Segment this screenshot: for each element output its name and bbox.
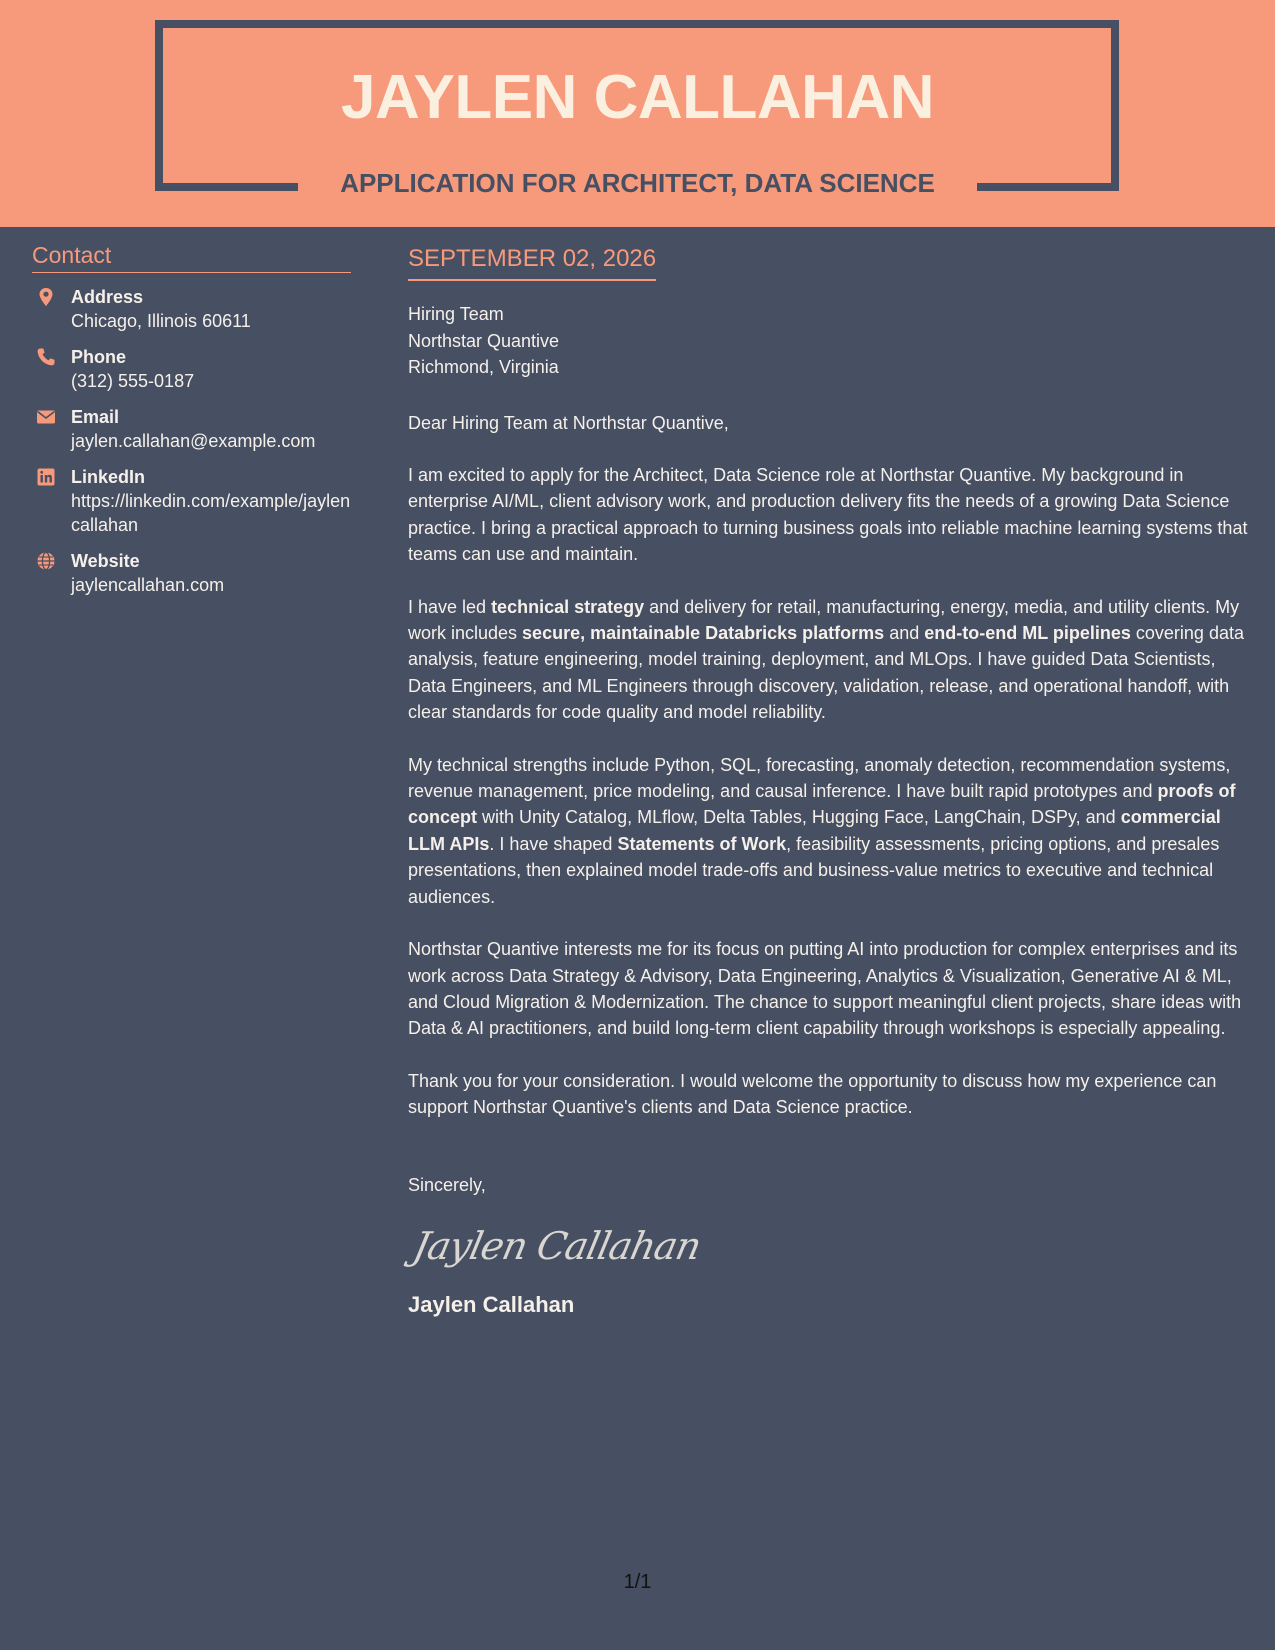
recipient-line: Hiring Team — [408, 304, 504, 324]
paragraph-text: . I have shaped — [489, 833, 618, 854]
location-pin-icon — [36, 287, 56, 307]
contact-value[interactable]: jaylen.callahan@example.com — [71, 431, 316, 451]
emphasis-text: end-to-end ML pipelines — [924, 623, 1131, 644]
phone-icon — [36, 347, 56, 367]
letter-date: SEPTEMBER 02, 2026 — [408, 245, 656, 281]
paragraph-text: covering data analysis, feature engineering, model training, deployment, and MLOps. I have guided Data Scientists, Data Engineers, and ML Engineers through discovery, validation, release, and operational handoff, with clear standards for code quality and model reliability. — [408, 623, 1244, 723]
contact-value: (312) 555-0187 — [71, 371, 195, 391]
handwritten-signature: Jaylen Callahan — [409, 1223, 705, 1268]
emphasis-text: technical strategy — [491, 596, 645, 617]
paragraph-text: I am excited to apply for the Architect, Data Science role at Northstar Quantive. My background in enterprise AI/ML, client advisory work, and production delivery fits the needs of a growing Data Science practice. I bring a practical approach to turning business goals into reliable machine learning systems that teams can use and maintain. — [408, 465, 1248, 565]
contact-label: LinkedIn — [71, 467, 146, 487]
recipient-line: Northstar Quantive — [408, 330, 560, 351]
contact-label: Email — [71, 407, 120, 427]
contact-label: Website — [71, 551, 140, 571]
contact-item-website — [32, 549, 351, 597]
signer-name: Jaylen Callahan — [408, 1291, 575, 1317]
paragraph-text: with Unity Catalog, MLflow, Delta Tables, Hugging Face, LangChain, DSPy, and — [477, 807, 1121, 828]
contact-label: Phone — [71, 347, 127, 367]
emphasis-text: commercial LLM APIs — [408, 807, 1221, 854]
letter-paragraphs — [408, 462, 1253, 1121]
header-banner — [0, 0, 1275, 227]
letter-paragraph — [408, 462, 1253, 568]
emphasis-text: proofs of concept — [408, 781, 1236, 828]
contact-value: Chicago, Illinois 60611 — [71, 311, 251, 331]
contact-item-linkedin — [32, 465, 351, 537]
paragraph-text: and — [884, 623, 925, 644]
letter-paragraph — [408, 1068, 1253, 1121]
letter-body — [408, 245, 1253, 1318]
paragraph-text: I have led — [408, 596, 492, 617]
letter-paragraph — [408, 936, 1253, 1042]
salutation: Dear Hiring Team at Northstar Quantive, — [408, 412, 729, 433]
contact-item-address — [32, 285, 351, 333]
recipient-block — [408, 301, 1253, 381]
letter-paragraph — [408, 752, 1253, 910]
applicant-name: JAYLEN CALLAHAN — [340, 63, 935, 132]
contact-sidebar — [32, 242, 351, 597]
recipient-line: Richmond, Virginia — [408, 357, 559, 377]
paragraph-text: , feasibility assessments, pricing options, and presales presentations, then explained model trade-offs and business-value metrics to executive and technical audiences. — [408, 833, 1220, 907]
contact-label: Address — [71, 287, 144, 307]
letter-paragraph — [408, 594, 1253, 726]
contact-value[interactable]: jaylencallahan.com — [71, 575, 225, 595]
paragraph-text: My technical strengths include Python, SQL, forecasting, anomaly detection, recommendation systems, revenue management, price modeling, and causal inference. I have built rapid prototypes and — [408, 754, 1231, 802]
contact-value[interactable]: https://linkedin.com/example/jaylencallahan — [71, 491, 351, 535]
paragraph-text: Thank you for your consideration. I would welcome the opportunity to discuss how my experience can support Northstar Quantive's clients and Data Science practice. — [408, 1070, 1217, 1118]
contact-item-phone — [32, 345, 351, 393]
contact-heading: Contact — [32, 242, 351, 273]
contact-item-email — [32, 405, 351, 453]
paragraph-text: Northstar Quantive interests me for its focus on putting AI into production for complex enterprises and its work across Data Strategy & Advisory, Data Engineering, Analytics & Visualization, Generative AI & ML, and Cloud Migration & Modernization. The chance to support meaningful client projects, share ideas with Data & AI practitioners, and build long-term client capability through workshops is especially appealing. — [408, 939, 1242, 1039]
paragraph-text: and delivery for retail, manufacturing, energy, media, and utility clients. My work includes — [408, 596, 1240, 644]
emphasis-text: secure, maintainable Databricks platforms — [522, 623, 885, 644]
envelope-icon — [36, 407, 56, 427]
application-subtitle: APPLICATION FOR ARCHITECT, DATA SCIENCE — [340, 168, 935, 198]
emphasis-text: Statements of Work — [617, 833, 787, 854]
page-number: 1/1 — [623, 1571, 652, 1593]
globe-icon — [36, 551, 56, 571]
closing: Sincerely, — [408, 1174, 486, 1195]
linkedin-icon — [36, 467, 56, 487]
